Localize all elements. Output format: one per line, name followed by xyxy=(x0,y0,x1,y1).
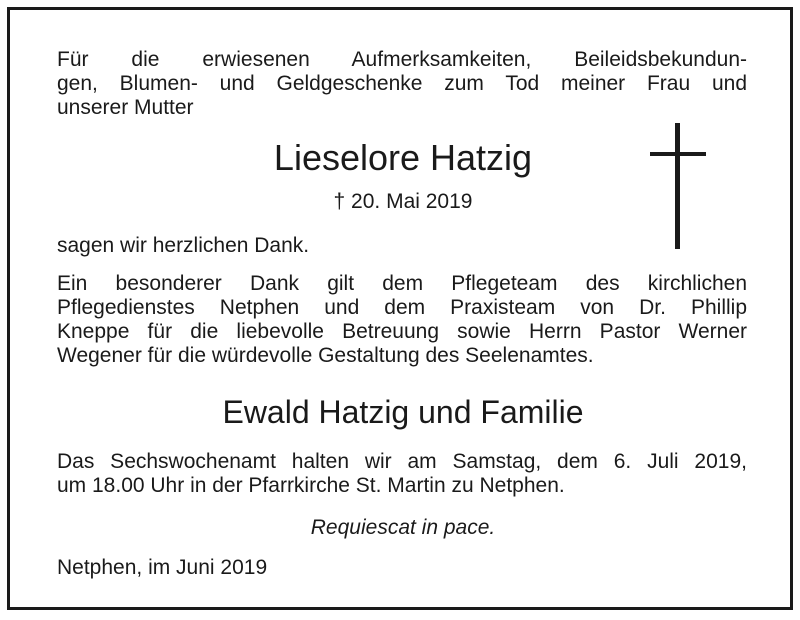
death-date: † 20. Mai 2019 xyxy=(333,190,473,213)
family-signature: Ewald Hatzig und Familie xyxy=(222,394,584,430)
special-thanks-line-1: Ein besonderer Dank gilt dem Pflegeteam des kirchlichen xyxy=(57,272,747,295)
closing-blessing: Requiescat in pace. xyxy=(310,516,496,539)
cross-horizontal-bar xyxy=(650,152,706,156)
place-date: Netphen, im Juni 2019 xyxy=(57,556,268,579)
deceased-name: Lieselore Hatzig xyxy=(273,137,533,178)
special-thanks-line-4: Wegener für die würdevolle Gestaltung des Seelenamtes. xyxy=(57,344,594,367)
intro-line-1: Für die erwiesenen Aufmerksamkeiten, Beileidsbekundun- xyxy=(57,48,747,71)
intro-line-3: unserer Mutter xyxy=(57,96,194,119)
special-thanks-paragraph xyxy=(57,272,747,368)
thanks-line: sagen wir herzlichen Dank. xyxy=(57,234,310,257)
cross-vertical-bar xyxy=(675,123,680,249)
mass-line-1: Das Sechswochenamt halten wir am Samstag, dem 6. Juli 2019, xyxy=(57,450,747,473)
special-thanks-line-2: Pflegedienstes Netphen und dem Praxisteam von Dr. Phillip xyxy=(57,296,747,319)
intro-paragraph xyxy=(57,48,747,120)
mass-line-2: um 18.00 Uhr in der Pfarrkirche St. Martin zu Netphen. xyxy=(57,474,565,497)
obituary-frame xyxy=(7,7,793,610)
intro-line-2: gen, Blumen- und Geldgeschenke zum Tod meiner Frau und xyxy=(57,72,747,95)
cross-icon xyxy=(650,123,706,249)
special-thanks-line-3: Kneppe für die liebevolle Betreuung sowie Herrn Pastor Werner xyxy=(57,320,747,343)
mass-announcement xyxy=(57,450,747,498)
